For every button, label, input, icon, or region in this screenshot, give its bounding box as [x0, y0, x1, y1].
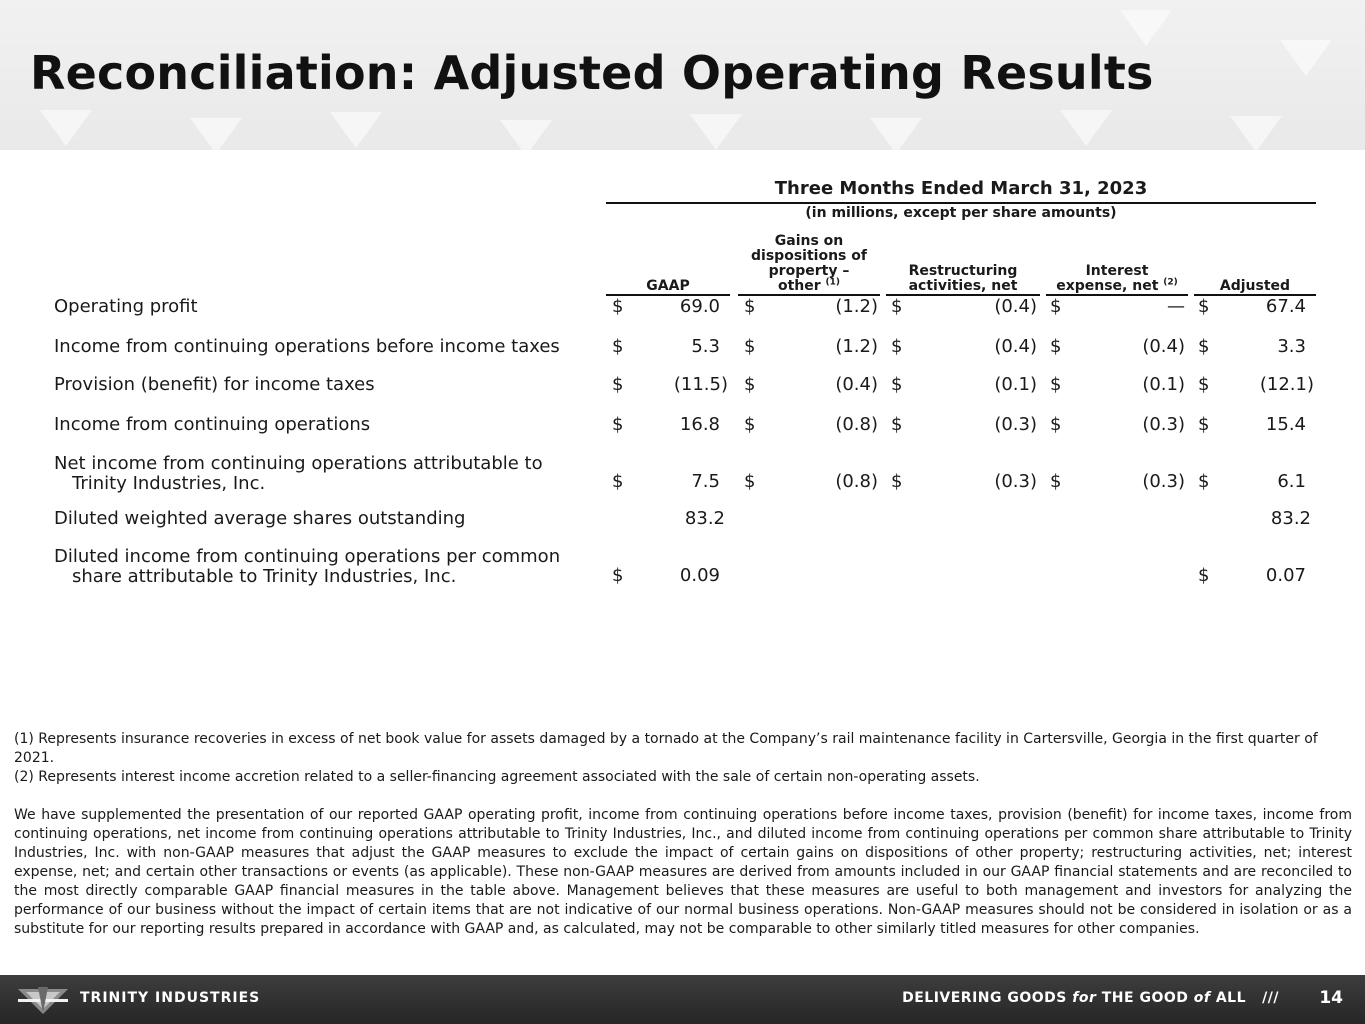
currency-symbol: $ [744, 471, 756, 492]
currency-symbol: $ [1198, 336, 1210, 357]
cell-restructuring: (0.3) [994, 471, 1037, 492]
footnote-ref: (1) [825, 277, 841, 288]
table-row [0, 547, 1365, 591]
footnote-ref: (2) [1163, 277, 1178, 288]
decor-triangle-icon [1060, 110, 1112, 146]
currency-symbol: $ [612, 565, 624, 586]
currency-symbol: $ [1198, 374, 1210, 395]
currency-symbol: $ [1198, 471, 1210, 492]
cell-gaap: 7.5 [691, 471, 720, 492]
column-header-line: Gains on [774, 233, 844, 249]
table-row [0, 297, 1365, 321]
period-header: Three Months Ended March 31, 2023 [774, 178, 1148, 199]
cell-gains: (0.8) [835, 414, 878, 435]
non-gaap-disclosure: We have supplemented the presentation of our reported GAAP operating profit, income from continuing operations before income taxes, provision (benefit) for income taxes, income from continuing operations, net income from continuing operations attributable to Trinity Industries, Inc., and diluted income from continuing operations per common share attributable to Trinity Industries, Inc. with non-GAAP measures that adjust the GAAP measures to exclude the impact of certain gains on dispositions of other property; restructuring activities, net; interest expense, net; and certain other transactions or events (as applicable). These non-GAAP measures are derived from amounts included in our GAAP financial statements and are reconciled to the most directly comparable GAAP financial measures in the table above. Management believes that these measures are useful to both management and investors for analyzing the performance of our business without the impact of certain items that are not indicative of our normal business operations. Non-GAAP measures should not be considered in isolation or as a substitute for our reporting results prepared in accordance with GAAP and, as calculated, may not be comparable to other similarly titled measures for other companies. [14, 807, 1352, 937]
decor-triangle-icon [40, 110, 92, 146]
currency-symbol: $ [1050, 336, 1062, 357]
column-header-line: activities, net [908, 278, 1018, 294]
column-header-line: dispositions of [751, 248, 867, 264]
column-header-line: expense, net [1056, 278, 1159, 294]
currency-symbol: $ [1050, 374, 1062, 395]
cell-adjusted: 67.4 [1265, 296, 1306, 317]
currency-symbol: $ [891, 471, 903, 492]
table-row [0, 454, 1365, 498]
cell-adjusted: 3.3 [1277, 336, 1306, 357]
page-title: Reconciliation: Adjusted Operating Results [30, 46, 1154, 100]
cell-interest: (0.3) [1142, 471, 1185, 492]
decor-triangle-icon [870, 118, 922, 150]
currency-symbol: $ [744, 336, 756, 357]
currency-symbol: $ [744, 414, 756, 435]
cell-adjusted: 83.2 [1270, 508, 1311, 529]
decor-triangle-icon [690, 114, 742, 150]
decor-triangle-icon [500, 120, 552, 150]
units-note: (in millions, except per share amounts) [805, 205, 1117, 221]
row-label: Net income from continuing operations attributable to Trinity Industries, Inc. [54, 453, 543, 494]
currency-symbol: $ [612, 336, 624, 357]
cell-interest: (0.3) [1142, 414, 1185, 435]
currency-symbol: $ [744, 374, 756, 395]
cell-gaap: 16.8 [679, 414, 720, 435]
column-header-interest [1046, 226, 1188, 294]
decor-triangle-icon [190, 118, 242, 150]
cell-restructuring: (0.4) [994, 336, 1037, 357]
column-header-line: property – [768, 263, 850, 279]
currency-symbol: $ [1198, 565, 1210, 586]
currency-symbol: $ [891, 296, 903, 317]
cell-gaap: 69.0 [679, 296, 720, 317]
column-header-line: Adjusted [1219, 278, 1291, 294]
currency-symbol: $ [891, 374, 903, 395]
cell-interest: (0.1) [1142, 374, 1185, 395]
column-header-gaap [606, 226, 730, 294]
currency-symbol: $ [1198, 414, 1210, 435]
column-header-adjusted [1194, 226, 1316, 294]
row-label: Income from continuing operations before income taxes [54, 336, 560, 357]
currency-symbol: $ [612, 296, 624, 317]
column-header-line: GAAP [646, 278, 690, 294]
footnote-1: (1) Represents insurance recoveries in excess of net book value for assets damaged by a tornado at the Company’s rail maintenance facility in Cartersville, Georgia in the first quarter of 2021. [14, 731, 1318, 766]
cell-gaap: 5.3 [691, 336, 720, 357]
currency-symbol: $ [744, 296, 756, 317]
currency-symbol: $ [1050, 414, 1062, 435]
cell-gaap: (11.5) [673, 374, 728, 395]
brand-name: TRINITY INDUSTRIES [80, 990, 261, 1006]
column-header-line: Interest [1085, 263, 1149, 279]
table-row [0, 375, 1365, 399]
cell-adjusted: 0.07 [1265, 565, 1306, 586]
footnotes [14, 730, 1352, 939]
currency-symbol: $ [612, 471, 624, 492]
row-label: Operating profit [54, 296, 198, 317]
cell-restructuring: (0.4) [994, 296, 1037, 317]
column-header-line: other [777, 278, 821, 294]
row-label: Diluted weighted average shares outstanding [54, 508, 466, 529]
cell-interest: — [1167, 296, 1185, 317]
page-number: 14 [1319, 988, 1343, 1008]
footer-bar [0, 975, 1365, 1024]
currency-symbol: $ [1198, 296, 1210, 317]
cell-adjusted: 15.4 [1265, 414, 1306, 435]
cell-gains: (0.8) [835, 471, 878, 492]
cell-gains: (0.4) [835, 374, 878, 395]
decor-triangle-icon [330, 112, 382, 148]
cell-gains: (1.2) [835, 296, 878, 317]
cell-gaap: 83.2 [684, 508, 725, 529]
decor-triangle-icon [1280, 40, 1332, 76]
decor-triangle-icon [1120, 10, 1172, 46]
column-header-restructuring [886, 226, 1040, 294]
cell-adjusted: (12.1) [1259, 374, 1314, 395]
cell-interest: (0.4) [1142, 336, 1185, 357]
decor-triangle-icon [1230, 116, 1282, 150]
currency-symbol: $ [1050, 296, 1062, 317]
table-row [0, 415, 1365, 439]
table-row [0, 509, 1365, 533]
row-label: Provision (benefit) for income taxes [54, 374, 375, 395]
cell-gaap: 0.09 [679, 565, 720, 586]
tagline: DELIVERING GOODS for THE GOOD of ALL /// [902, 990, 1279, 1006]
row-label: Income from continuing operations [54, 414, 371, 435]
cell-restructuring: (0.1) [994, 374, 1037, 395]
cell-gains: (1.2) [835, 336, 878, 357]
column-header-gains [738, 226, 880, 294]
currency-symbol: $ [891, 414, 903, 435]
table-row [0, 337, 1365, 361]
reconciliation-table [0, 170, 1365, 610]
currency-symbol: $ [612, 374, 624, 395]
cell-adjusted: 6.1 [1277, 471, 1306, 492]
column-header-line: Restructuring [908, 263, 1018, 279]
currency-symbol: $ [891, 336, 903, 357]
cell-restructuring: (0.3) [994, 414, 1037, 435]
currency-symbol: $ [1050, 471, 1062, 492]
period-header-rule [606, 202, 1316, 204]
currency-symbol: $ [612, 414, 624, 435]
slashes: /// [1262, 990, 1279, 1006]
footnote-2: (2) Represents interest income accretion related to a seller-financing agreement associated with the sale of certain non-operating assets. [14, 769, 980, 785]
trinity-logo-icon [16, 983, 70, 1017]
row-label: Diluted income from continuing operations per common share attributable to Trinity Industries, Inc. [54, 546, 561, 587]
